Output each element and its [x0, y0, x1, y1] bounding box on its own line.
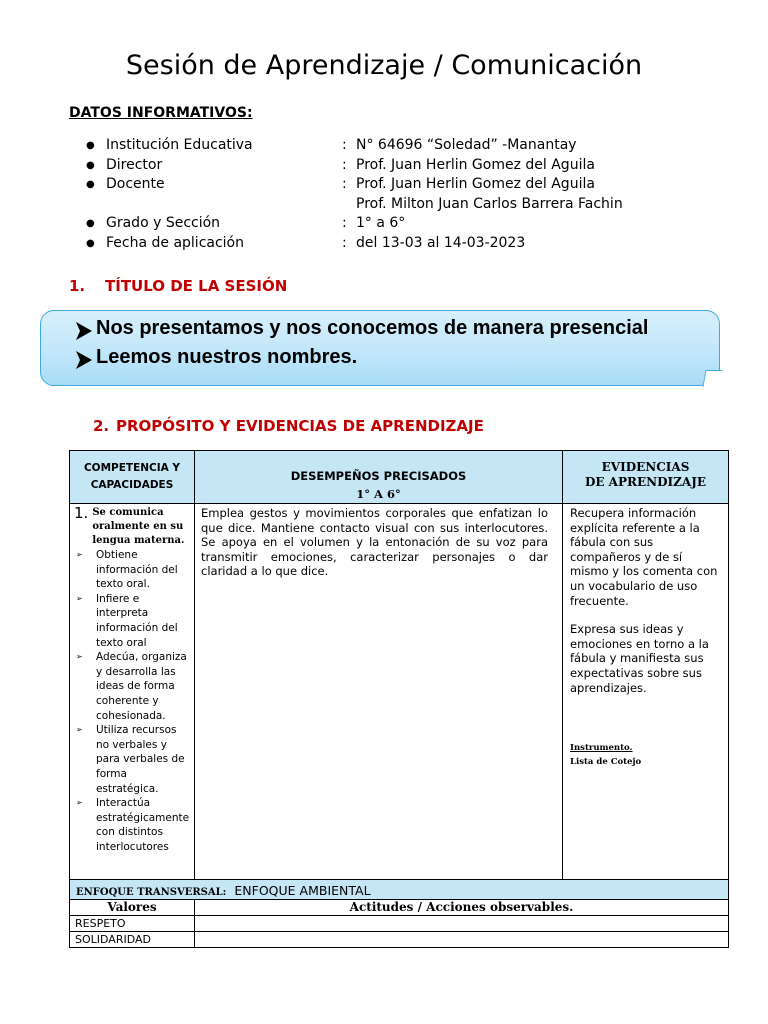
section-title: TÍTULO DE LA SESIÓN: [105, 277, 288, 295]
valores-header: Valores: [70, 900, 195, 916]
info-value: del 13-03 al 14-03-2023: [356, 234, 526, 251]
info-value: Prof. Juan Herlin Gomez del Aguila: [356, 176, 595, 192]
actitud-cell: [195, 916, 729, 932]
valores-header-row: [70, 900, 729, 916]
banner-text: Nos presentamos y nos conocemos de manera presencial: [96, 317, 649, 339]
table-row: [70, 504, 729, 880]
info-value: 1° a 6°: [356, 215, 406, 231]
bullet-icon: ●: [86, 159, 95, 171]
capacidad-item: ➢ Adecúa, organiza y desarrolla las ideas de forma coherente y cohesionada.: [76, 651, 187, 722]
competencia-title: Se comunica oralmente en su lengua materna.: [92, 507, 185, 546]
capacidad-item: ➢ Infiere e interpreta información del texto oral: [76, 592, 178, 649]
table-header-row: [70, 451, 729, 504]
banner-text: Leemos nuestros nombres.: [96, 346, 358, 368]
info-row-docente: ● Docente : Prof. Juan Herlin Gomez del Aguila: [86, 175, 706, 195]
actitud-cell: [195, 932, 729, 948]
info-row-docente-2: [86, 195, 706, 215]
section-number: 1.: [69, 277, 86, 295]
banner-line-1: [75, 317, 648, 340]
desempeno-cell: Emplea gestos y movimientos corporales que enfatizan lo que dice. Mantiene contacto visual con sus interlocutores. Se apoya en el volumen y la entonación de su voz para transmitir emociones, caracterizar personajes o dar claridad a lo que dice.: [195, 504, 563, 880]
enfoque-label: ENFOQUE TRANSVERSAL:: [76, 887, 227, 898]
header-desempenos: DESEMPEÑOS PRECISADOS 1° A 6°: [195, 451, 563, 504]
info-row-director: ● Director : Prof. Juan Herlin Gomez del Aguila: [86, 156, 706, 176]
header-competencia: COMPETENCIA Y CAPACIDADES: [70, 451, 195, 504]
enfoque-row: [70, 880, 729, 900]
info-value: N° 64696 “Soledad” -Manantay: [356, 137, 577, 153]
bullet-icon: ●: [86, 140, 95, 151]
arrow-bullet-icon: [75, 350, 93, 370]
actitudes-header: Actitudes / Acciones observables.: [195, 900, 729, 916]
info-value: Prof. Juan Herlin Gomez del Aguila: [356, 156, 595, 173]
section-number: 2.: [93, 417, 110, 435]
valor-cell: RESPETO: [70, 916, 195, 932]
banner-line-2: [75, 346, 357, 369]
evidencia-paragraph: Expresa sus ideas y emociones en torno a la fábula y manifiesta sus expectativas sobre sus aprendizajes.: [570, 622, 709, 695]
info-row-institucion: ● Institución Educativa : N° 64696 “Soledad” -Manantay: [86, 136, 706, 156]
section-1-heading: [69, 277, 287, 295]
learning-table: [69, 450, 729, 948]
info-list: [86, 136, 706, 253]
bullet-icon: ●: [86, 237, 95, 249]
evidencias-cell: [563, 504, 729, 880]
capacidad-item: ➢ Utiliza recursos no verbales y para verbales de forma estratégica.: [76, 724, 185, 795]
valor-cell: SOLIDARIDAD: [70, 932, 195, 948]
evidencia-paragraph: Recupera información explícita referente a la fábula con sus compañeros y de sí mismo y los comenta con un vocabulario de uso frecuente.: [570, 506, 718, 608]
table-row: [70, 916, 729, 932]
info-label: Grado y Sección: [106, 215, 221, 231]
arrow-bullet-icon: [75, 321, 93, 341]
datos-heading: DATOS INFORMATIVOS:: [69, 105, 253, 121]
info-row-fecha: ● Fecha de aplicación : del 13-03 al 14-03-2023: [86, 234, 706, 254]
info-value: Prof. Milton Juan Carlos Barrera Fachin: [356, 195, 623, 212]
arrow-bullet-icon: ➢: [76, 798, 83, 808]
arrow-bullet-icon: ➢: [76, 652, 83, 662]
info-row-grado: ● Grado y Sección : 1° a 6°: [86, 214, 706, 234]
arrow-bullet-icon: ➢: [76, 725, 83, 735]
section-2-heading: [93, 417, 484, 435]
arrow-bullet-icon: ➢: [76, 593, 83, 603]
info-label: Fecha de aplicación: [106, 234, 244, 251]
bullet-icon: ●: [86, 218, 95, 229]
header-evidencias: EVIDENCIAS DE APRENDIZAJE: [563, 451, 729, 504]
instrumento: Instrumento. Lista de Cotejo: [570, 743, 642, 768]
section-title: PROPÓSITO Y EVIDENCIAS DE APRENDIZAJE: [116, 417, 484, 435]
info-label: Docente: [106, 176, 165, 192]
competencia-cell: [70, 504, 195, 880]
table-row: [70, 932, 729, 948]
capacidad-item: ➢ Interactúa estratégicamente con distintos interlocutores: [76, 797, 190, 853]
info-label: Institución Educativa: [106, 137, 253, 153]
competencia-number: 1.: [74, 504, 89, 522]
page-title: Sesión de Aprendizaje / Comunicación: [125, 50, 643, 81]
info-label: Director: [106, 156, 163, 173]
arrow-bullet-icon: ➢: [76, 550, 83, 559]
session-title-banner: [40, 310, 720, 386]
capacidad-item: ➢ Obtiene información del texto oral.: [76, 549, 178, 591]
enfoque-value: ENFOQUE AMBIENTAL: [234, 883, 371, 898]
bullet-icon: ●: [86, 179, 95, 190]
